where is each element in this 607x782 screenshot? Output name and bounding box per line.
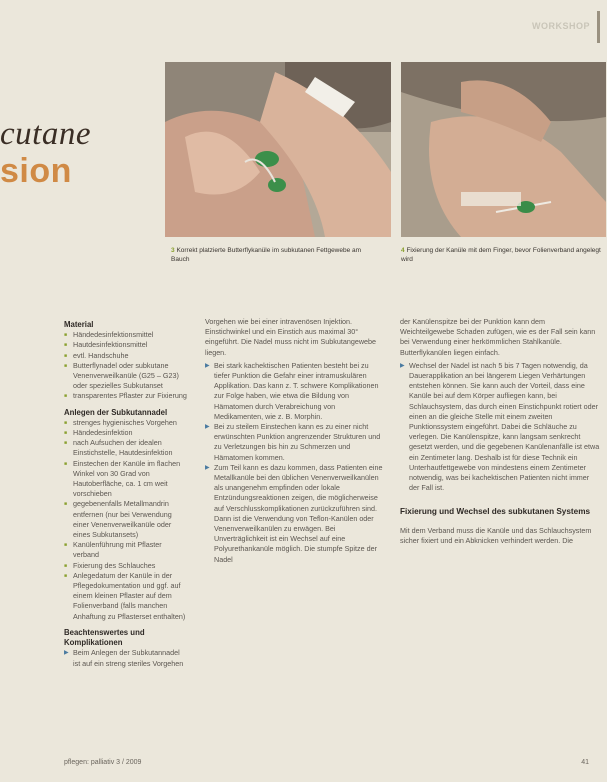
footer-journal: pflegen: palliativ 3 / 2009	[64, 759, 142, 766]
text-column-1	[64, 320, 188, 675]
section-header	[512, 6, 607, 42]
notes-list	[64, 648, 188, 668]
list-item: ■ nach Aufsuchen der idealen Einstichstelle, Hautdesinfektion	[64, 438, 188, 458]
photo-caption	[171, 246, 381, 264]
section-heading: Fixierung und Wechsel des subkutanen Systems	[400, 507, 591, 517]
caption-number: 4	[401, 247, 405, 254]
photo-needle-fixation	[401, 62, 606, 237]
section-heading: Anlegen der Subkutannadel	[64, 407, 168, 417]
list-item: ■ strenges hygienisches Vorgehen	[64, 418, 188, 428]
notes-list	[205, 361, 385, 565]
text-column-3	[400, 317, 600, 549]
caption-text: Korrekt platzierte Butterflykanüle im subkutanen Fettgewebe am Bauch	[171, 247, 362, 263]
list-item: ■ Butterflynadel oder subkutane Venenverweilkanüle (G25 – G23) oder spezielles Subkutanset	[64, 361, 188, 392]
material-list	[64, 330, 188, 401]
list-item: ■ gegebenenfalls Metallmandrin entfernen (nur bei Verwendung einer Venenverweilkanüle oder eines Subkutansets)	[64, 499, 188, 540]
list-item: ▶ Beim Anlegen der Subkutannadel ist auf ein streng steriles Vorgehen	[64, 648, 188, 668]
paragraph: Mit dem Verband muss die Kanüle und das Schlauchsystem sicher fixiert und ein Abknicken verhindert werden. Die	[400, 525, 592, 545]
page-number: 41	[581, 759, 589, 766]
list-item: ▶ Zum Teil kann es dazu kommen, dass Patienten eine Metallkanüle bei den üblichen Venenverweilkanülen als unangenehm empfinden oder lokale Entzündungsreaktionen zeigen, die möglicherweise auf Verschlusskomplikationen zurückzuführen sind. Dann ist die Verwendung von Teflon-Kanülen oder Venenverweilkanülen zu erwägen. Bei Unverträglichkeit ist ein Wechsel auf eine Polyurethankanüle möglich. Die stumpfe Spitze der Nadel	[205, 463, 385, 565]
caption-number: 3	[171, 247, 175, 254]
paragraph: der Kanülenspitze bei der Punktion kann dem Weichteilgewebe Schaden zufügen, wie es der Fall sein kann bei Verwendung einer herkömmlichen Stahlkanüle. Butterflykanülen liegen einfach.	[400, 317, 596, 357]
list-item: ■ Händedesinfektionsmittel	[64, 330, 188, 340]
photo-caption	[401, 246, 601, 264]
paragraph: Vorgehen wie bei einer intravenösen Injektion. Einstichwinkel und ein Einstich aus maximal 30° eingeführt. Die Nadel muss nicht im Subkutangewebe liegen.	[205, 317, 376, 357]
procedure-list	[64, 418, 188, 622]
notes-list	[400, 361, 600, 494]
list-item: ■ Händedesinfektion	[64, 428, 188, 438]
section-heading: Material	[64, 320, 94, 329]
list-item: ▶ Bei zu steilem Einstechen kann es zu einer nicht erwünschten Punktion angrenzender Strukturen und zu Verletzungen bis hin zu Schmerzen und Hämatomen kommen.	[205, 422, 385, 463]
list-item: ■ Kanülenführung mit Pflaster verband	[64, 540, 188, 560]
caption-text: Fixierung der Kanüle mit dem Finger, bevor Folienverband angelegt wird	[401, 247, 601, 263]
photo-butterfly-needle	[165, 62, 391, 237]
list-item: ■ Anlegedatum der Kanüle in der Pflegedokumentation und ggf. auf einem kleinen Pflaster auf dem Folienverband (falls manchen Anhaftung zu Pflasterset enthalten)	[64, 571, 188, 622]
article-title-line-1: cutane	[0, 116, 91, 152]
list-item: ■ transparentes Pflaster zur Fixierung	[64, 391, 188, 401]
list-item: ▶ Bei stark kachektischen Patienten besteht bei zu tiefer Punktion die Gefahr einer intramuskulären Applikation. Das kann z. T. schwere Komplikationen zur Folge haben, wie etwa die Bildung von Hämatomen durch Verabreichung von Medikamenten, wie z. B. Morphin.	[205, 361, 385, 422]
article-title-line-2: sion	[0, 152, 72, 190]
section-heading: Beachtenswertes und Komplikationen	[64, 627, 145, 648]
list-item: ■ Fixierung des Schlauches	[64, 561, 188, 571]
text-column-2	[205, 317, 385, 571]
list-item: ■ Einstechen der Kanüle im flachen Winkel von 30 Grad von Hautoberfläche, ca. 1 cm weit vorschieben	[64, 459, 188, 500]
header-accent-bar	[597, 11, 600, 43]
list-item: ■ Hautdesinfektionsmittel	[64, 340, 188, 350]
list-item: ■ evtl. Handschuhe	[64, 351, 188, 361]
list-item: ▶ Wechsel der Nadel ist nach 5 bis 7 Tagen notwendig, da Dauerapplikation an bei längerem Liegen Verhärtungen entstehen können. Sie kann auch der Vorteil, dass eine Kanüle bei auf dem Körper aufliegen kann, bei Schlauchsystem, das durch einen Einstichpunkt rotiert oder einen an die gleiche Stelle mit einem zweiten Punktionssystem eingeführt. Dabei die Schläuche zu verlegen. Die Kanülenspitze, kann langsam senkrecht gesetzt werden, und die gegebenen Kanülenanfälle ist etwa ein Zentimeter lang. Deshalb ist für diese Technik ein Unterhautfettgewebe von mindestens einem Zentimeter notwendig, was bei kachektischen Patienten nicht immer der Fall ist.	[400, 361, 600, 494]
section-label: WORKSHOP	[532, 21, 590, 31]
